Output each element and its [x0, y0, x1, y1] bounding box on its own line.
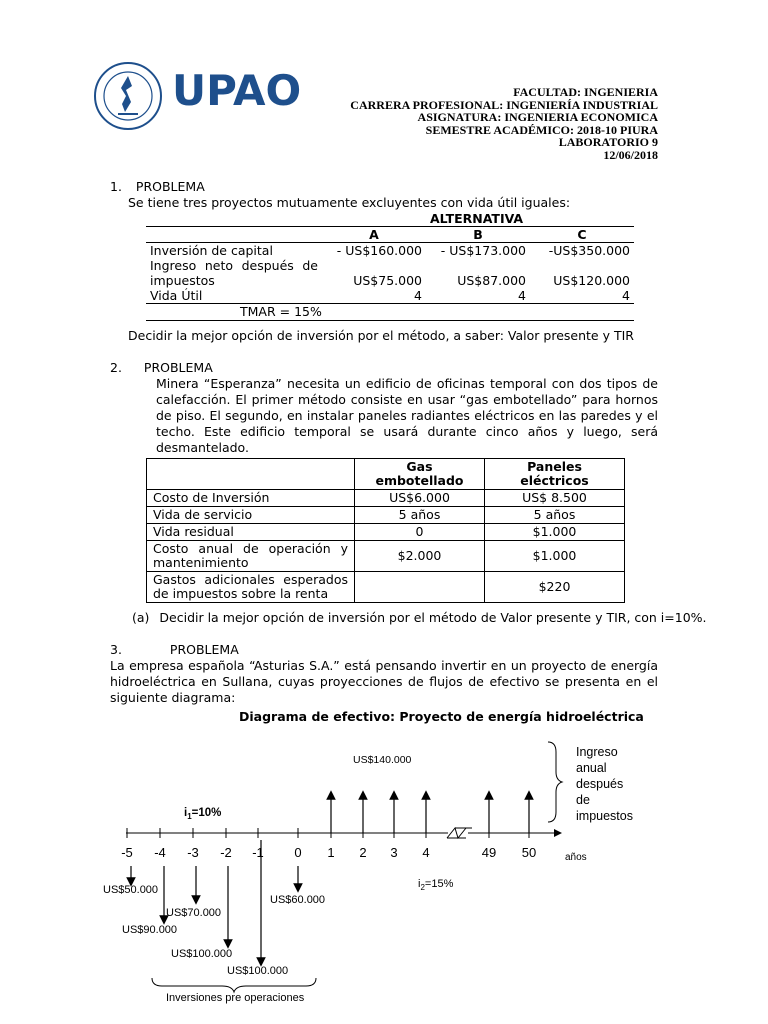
- header-date: 12/06/2018: [603, 147, 658, 162]
- p2-text: Minera “Esperanza” necesita un edificio de oficinas temporal con dos tipos de calefacción. El primer método consiste en usar “gas embotellado” para hornos de piso. El segundo, en instalar paneles radiantes eléctricos en las paredes y el techo. Este edificio temporal se usará durante cinco años y luego, será desmantelado.: [156, 376, 658, 455]
- p2-question-label: (a): [132, 610, 150, 625]
- p2-cell: $1.000: [485, 524, 625, 541]
- p1-question: Decidir la mejor opción de inversión por el método, a saber: Valor presente y TIR: [128, 328, 634, 343]
- tick-label: -5: [121, 845, 133, 860]
- p2-cell: 5 años: [355, 507, 485, 524]
- income-note-line: de: [576, 793, 590, 807]
- outflow-label: US$60.000: [270, 894, 326, 906]
- p1-row-label: Vida Útil: [150, 288, 203, 303]
- p3-number: 3.: [110, 642, 122, 657]
- p2-header-panels: Paneles eléctricos: [485, 459, 625, 490]
- p2-cell: 0: [355, 524, 485, 541]
- header-course: ASIGNATURA: INGENIERIA ECONOMICA: [417, 110, 658, 124]
- x-unit-label: años: [565, 852, 587, 863]
- header-career: CARRERA PROFESIONAL: INGENIERÍA INDUSTRIAL: [350, 97, 658, 112]
- p1-cell: - US$160.000: [336, 243, 422, 258]
- p1-title: PROBLEMA: [135, 179, 205, 194]
- tick-label: -4: [154, 845, 166, 860]
- p1-cell: 4: [622, 288, 630, 303]
- p1-cell: 4: [518, 288, 526, 303]
- p2-cell: $1.000: [485, 541, 625, 572]
- p2-question-text: Decidir la mejor opción de inversión por el método de Valor presente y TIR, con i=10%.: [159, 610, 707, 625]
- p2-row-label: Vida de servicio: [147, 507, 355, 524]
- p1-row-label: Inversión de capital: [150, 243, 273, 258]
- p1-tmar: TMAR = 15%: [240, 304, 322, 319]
- p3-title: PROBLEMA: [169, 642, 239, 657]
- p2-row-label: Costo de Inversión: [147, 490, 355, 507]
- tick-label: -1: [252, 845, 264, 860]
- p3-text: La empresa española “Asturias S.A.” está pensando invertir en un proyecto de energía hidroeléctrica en Sullana, cuyas proyecciones de flujos de efectivo se presenta en el siguiente diagrama:: [110, 658, 658, 705]
- p1-cell: US$75.000: [353, 273, 422, 288]
- p1-table-title: ALTERNATIVA: [430, 211, 524, 226]
- logo-text: UPAO: [172, 66, 302, 115]
- break-symbol: [447, 828, 466, 838]
- p2-header-gas: Gas embotellado: [355, 459, 485, 490]
- p1-cell: - US$173.000: [440, 243, 526, 258]
- income-note-line: anual: [576, 761, 607, 775]
- tick-label: -3: [187, 845, 199, 860]
- p2-cell: US$6.000: [355, 490, 485, 507]
- p2-cell: $220: [485, 572, 625, 603]
- p1-intro: Se tiene tres proyectos mutuamente excluyentes con vida útil iguales:: [128, 195, 571, 210]
- tick-label: 3: [390, 845, 398, 860]
- p3-diagram-title: Diagrama de efectivo: Proyecto de energía hidroeléctrica: [239, 709, 644, 724]
- p2-row-label: Costo anual de operación y mantenimiento: [147, 541, 355, 572]
- p1-cell: US$87.000: [457, 273, 526, 288]
- outflow-label: US$100.000: [227, 965, 289, 977]
- p2-row-label: Gastos adicionales esperados de impuestos sobre la renta: [147, 572, 355, 603]
- pre-ops-label: Inversiones pre operaciones: [166, 992, 305, 1004]
- income-note-line: impuestos: [576, 809, 633, 823]
- pre-ops-brace-icon: [152, 978, 316, 992]
- tick-label: 1: [327, 845, 335, 860]
- p1-cell: US$120.000: [553, 273, 630, 288]
- rate-i1: $i_1=10\%$: [184, 807, 222, 821]
- p2-cell: $2.000: [355, 541, 485, 572]
- outflow-label: US$90.000: [122, 924, 178, 936]
- p2-number: 2.: [110, 360, 122, 375]
- p2-cell: 5 años: [485, 507, 625, 524]
- p2-cell: US$ 8.500: [485, 490, 625, 507]
- p2-title: PROBLEMA: [143, 360, 213, 375]
- p1-number: 1.: [110, 179, 122, 194]
- header-semester: SEMESTRE ACADÉMICO: 2018-10 PIURA: [425, 122, 658, 137]
- header-lab: LABORATORIO 9: [558, 135, 658, 149]
- tick-label: 4: [422, 845, 430, 860]
- income-note-line: después: [576, 777, 624, 791]
- income-note-line: Ingreso: [576, 745, 618, 759]
- p1-col-c: C: [577, 227, 587, 242]
- tick-label: -2: [220, 845, 232, 860]
- tick-label: 0: [294, 845, 302, 860]
- tick-label: 2: [359, 845, 367, 860]
- header-faculty: FACULTAD: INGENIERIA: [513, 85, 658, 99]
- p2-row-label: Vida residual: [147, 524, 355, 541]
- p1-col-a: A: [369, 227, 379, 242]
- p1-cell: -US$350.000: [548, 243, 630, 258]
- p1-col-b: B: [473, 227, 483, 242]
- income-value-label: US$140.000: [353, 754, 412, 766]
- outflow-label: US$50.000: [103, 884, 159, 896]
- p1-row-label: Ingreso neto después de impuestos: [150, 258, 318, 288]
- rate-i2: $i_2=15\%$: [418, 878, 454, 892]
- tick-label: 50: [521, 845, 537, 860]
- outflow-label: US$70.000: [166, 907, 222, 919]
- tick-label: 49: [481, 845, 497, 860]
- outflow-label: US$100.000: [171, 948, 233, 960]
- p1-cell: 4: [414, 288, 422, 303]
- income-brace-icon: [548, 742, 562, 822]
